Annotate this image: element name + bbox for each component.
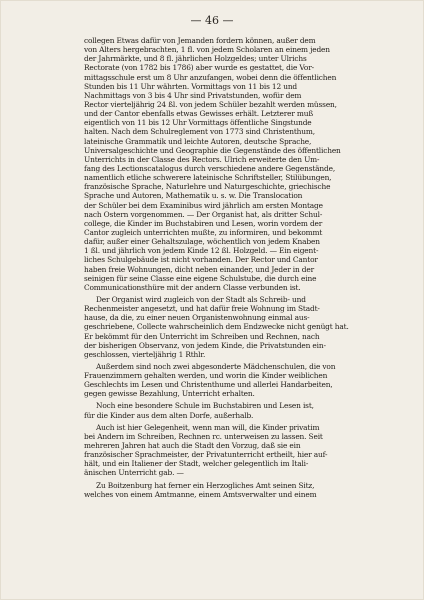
text-line: bei Andern im Schreiben, Rechnen rc. unterweisen zu lassen. Seit	[84, 431, 323, 441]
text-line: fang des Lectionscatalogus durch verschiedene andere Gegenstände,	[84, 163, 336, 173]
text-line: liches Schulgebäude ist nicht vorhanden. Der Rector und Cantor	[84, 255, 318, 265]
text-line: mittagsschule erst um 8 Uhr anzufangen, wobei denn die öffentlichen	[84, 72, 337, 82]
text-line: dafür, außer einer Gehaltszulage, wöchentlich von jedem Knaben	[84, 237, 320, 247]
text-line: Sprache und Autoren, Mathematik u. s. w. Die Translocation	[84, 191, 303, 201]
text-line: Geschlechts im Lesen und Christenthume und allerlei Handarbeiten,	[84, 380, 333, 390]
text-line: französischer Sprachmeister, der Privatunterricht ertheilt, hier auf-	[84, 450, 328, 460]
text-line: Nachmittags von 3 bis 4 Uhr sind Privatstunden, wofür dem	[84, 90, 302, 100]
page-number: — 46 —	[190, 14, 234, 27]
text-line: Noch eine besondere Schule im Buchstabiren und Lesen ist,	[96, 401, 314, 411]
text-line: Er bekömmt für den Unterricht im Schreiben und Rechnen, nach	[84, 331, 320, 341]
text-line: Universalgeschichte und Geographie die Gegenstände des öffentlichen	[84, 145, 341, 155]
text-line: geschriebene, Collecte wahrscheinlich dem Endzwecke nicht genügt hat.	[84, 322, 349, 332]
text-line: Auch ist hier Gelegenheit, wenn man will, die Kinder privatim	[96, 422, 320, 432]
text-line: Communicationsthüre mit der andern Classe verbunden ist.	[84, 282, 301, 292]
text-line: Der Organist wird zugleich von der Stadt als Schreib- und	[96, 294, 306, 304]
text-line: mehreren Jahren hat auch die Stadt den Vorzug, daß sie ein	[84, 441, 301, 451]
text-line: college, die Kinder im Buchstabiren und Lesen, worin vordem der	[84, 218, 323, 228]
text-line: französische Sprache, Naturlehre und Naturgeschichte, griechische	[84, 182, 331, 192]
text-line: Unterrichts in der Classe des Rectors. Ulrich erweiterte den Um-	[84, 154, 320, 164]
text-line: änischen Unterricht gab. —	[84, 468, 184, 478]
text-line: Rector vierteljährig 24 ßl. von jedem Schüler bezahlt werden müssen,	[84, 99, 337, 109]
text-line: Zu Boitzenburg hat ferner ein Herzogliches Amt seinen Sitz,	[96, 480, 315, 490]
text-line: 1 ßl. und jährlich von jedem Kinde 12 ßl. Holzgeld. — Ein eigent-	[84, 246, 319, 256]
text-line: der bisherigen Observanz, von jedem Kinde, die Privatstunden ein-	[84, 340, 326, 350]
text-line: Rectorate (von 1782 bis 1786) aber wurde es gestattet, die Vor-	[84, 63, 314, 73]
text-line: geschlossen, vierteljährig 1 Rthlr.	[84, 349, 206, 359]
text-line: seinigen für seine Classe eine eigene Schulstube, die durch eine	[84, 273, 317, 283]
text-line: von Alters hergebrachten, 1 fl. von jedem Scholaren an einem jeden	[84, 45, 330, 55]
text-line: eigentlich von 11 bis 12 Uhr Vormittags öffentliche Singstunde	[84, 118, 312, 128]
text-line: Außerdem sind noch zwei abgesonderte Mädchenschulen, die von	[96, 361, 336, 371]
text-line: Rechenmeister angesetzt, und hat dafür freie Wohnung im Stadt-	[84, 304, 320, 314]
text-line: halten. Nach dem Schulreglement von 1773 sind Christenthum,	[84, 127, 315, 137]
text-line: haben freie Wohnungen, dicht neben einander, und Jeder in der	[84, 264, 314, 274]
text-line: und der Cantor ebenfalls etwas Gewisses erhält. Letzterer muß	[84, 109, 314, 119]
text-line: welches von einem Amtmanne, einem Amtsverwalter und einem	[84, 489, 317, 499]
text-line: Frauenzimmern gehalten werden, und worin die Kinder weiblichen	[84, 371, 328, 381]
text-line: der Jahrmärkte, und 8 fl. jährlichen Holzgeldes; unter Ulrichs	[84, 54, 307, 64]
text-line: namentlich etliche schwerere lateinische Schriftsteller, Stilübungen,	[84, 173, 332, 183]
text-line: gegen gewisse Bezahlung, Unterricht erhalten.	[84, 389, 255, 399]
text-line: für die Kinder aus dem alten Dorfe, außerhalb.	[84, 410, 254, 420]
text-line: der Schüler bei dem Examinibus wird jährlich am ersten Montage	[84, 200, 323, 210]
text-line: Stunden bis 11 Uhr währten. Vormittags von 11 bis 12 und	[84, 81, 298, 91]
text-line: lateinische Grammatik und leichte Autoren, deutsche Sprache,	[84, 136, 312, 146]
body-text	[84, 36, 366, 499]
text-line: hause, da die, zu einer neuen Organistenwohnung einmal aus-	[84, 313, 310, 323]
text-line: hält, und ein Italiener der Stadt, welcher gelegentlich im Itali-	[84, 459, 309, 469]
text-line: nach Ostern vorgenommen. — Der Organist hat, als dritter Schul-	[84, 209, 323, 219]
text-line: collegen Etwas dafür von Jemanden fordern können, außer dem	[84, 36, 316, 45]
text-line: Cantor zugleich unterrichten mußte, zu informiren, und bekommt	[84, 227, 323, 237]
